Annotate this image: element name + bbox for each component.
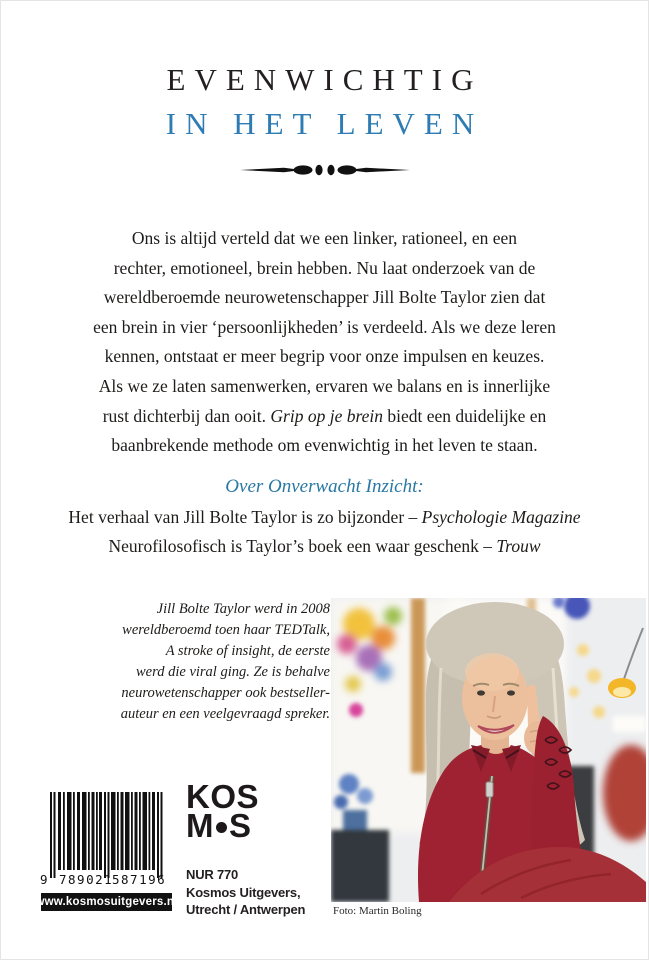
- nur-code: NUR 770: [186, 867, 239, 882]
- blurb-line: rechter, emotioneel, brein hebben. Nu laat onderzoek van de: [113, 257, 536, 278]
- isbn-digits-group2: 587196: [112, 872, 167, 887]
- publisher-website-bar: [35, 893, 178, 911]
- blurb-line: wereldberoemde neurowetenschapper Jill Bolte Taylor zien dat: [103, 287, 546, 308]
- kosmos-logo-dot-icon: [216, 822, 227, 833]
- bio-line: neurowetenschapper ook bestseller-: [121, 685, 330, 701]
- blurb-line: een brein in vier ‘persoonlijkheden’ is verdeeld. Als we deze leren: [93, 316, 556, 337]
- blurb-line: kennen, ontstaat er meer begrip voor onze impulsen en keuzes.: [104, 346, 545, 367]
- bio-line: A stroke of insight, de eerste: [165, 643, 330, 659]
- reviews-heading: Over Onverwacht Inzicht:: [225, 476, 424, 497]
- review-source: Trouw: [496, 536, 541, 556]
- isbn-digit-lead: 9: [40, 872, 48, 887]
- publisher-cities: Utrecht / Antwerpen: [186, 902, 306, 917]
- blurb-line: baanbrekende methode om evenwichtig in het leven te staan.: [111, 435, 538, 456]
- book-title-line2: IN HET LEVEN: [165, 106, 484, 141]
- isbn-barcode: [40, 792, 172, 890]
- kosmos-logo-line2: M S: [186, 807, 252, 844]
- photo-credit: Foto: Martin Boling: [333, 905, 422, 917]
- blurb-line: Als we ze laten samenwerken, ervaren we balans en is innerlijke: [98, 375, 551, 396]
- book-title-reference: Grip op je brein: [270, 405, 383, 426]
- blurb-line: rust dichterbij dan ooit. Grip op je brein biedt een duidelijke en: [102, 405, 547, 426]
- review-quote: Neurofilosofisch is Taylor’s boek een waar geschenk – Trouw: [108, 536, 541, 556]
- blurb-paragraph: [60, 224, 589, 461]
- bio-line: wereldberoemd toen haar TEDTalk,: [122, 622, 330, 638]
- blurb-line: Ons is altijd verteld dat we een linker, rationeel, en een: [131, 228, 518, 248]
- review-quote: Het verhaal van Jill Bolte Taylor is zo bijzonder – Psychologie Magazine: [68, 507, 581, 527]
- review-source: Psychologie Magazine: [421, 507, 581, 527]
- publisher-website: www.kosmosuitgevers.nl: [35, 896, 178, 908]
- publisher-name: Kosmos Uitgevers,: [186, 884, 301, 900]
- kosmos-logo: [186, 778, 260, 844]
- author-photo: [331, 598, 646, 902]
- kosmos-logo-line1: KOS: [186, 778, 260, 815]
- bio-line: auteur en een veelgevraagd spreker.: [120, 706, 330, 722]
- bio-line: Jill Bolte Taylor werd in 2008: [156, 601, 330, 617]
- author-bio: [88, 599, 330, 725]
- ornament-divider-icon: [240, 163, 410, 177]
- bio-line: werd die viral ging. Ze is behalve: [136, 664, 330, 680]
- book-title-line1: EVENWICHTIG: [166, 62, 483, 97]
- isbn-digits-group1: 789021: [59, 872, 114, 887]
- publisher-info: [186, 866, 305, 919]
